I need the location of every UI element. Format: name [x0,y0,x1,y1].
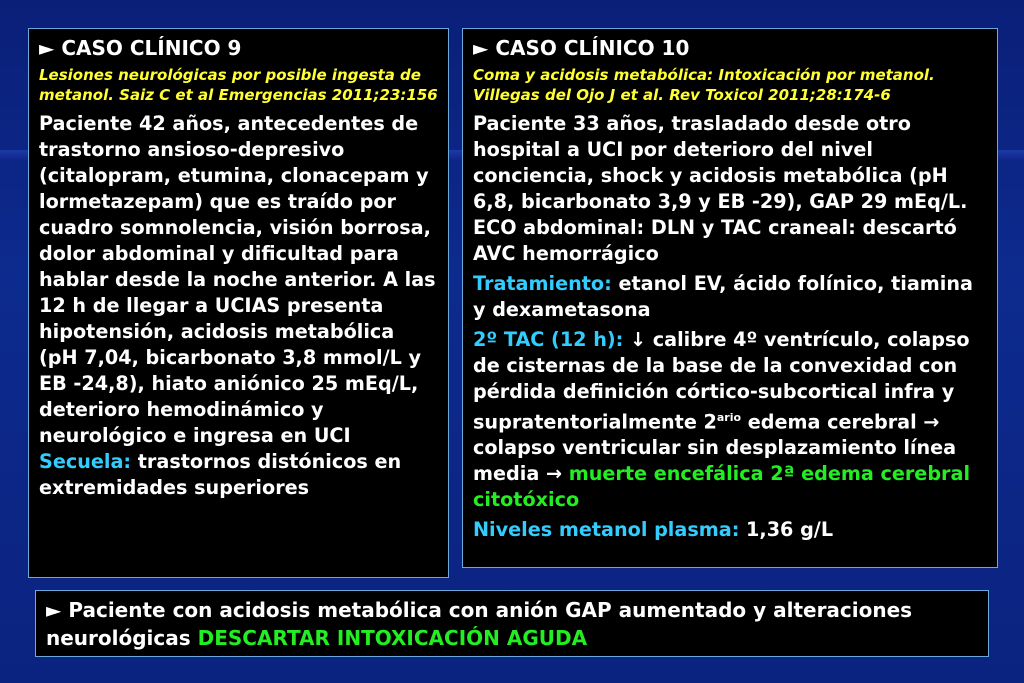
case-9-description-text: Paciente 42 años, antecedentes de trastorno ansioso-depresivo (citalopram, etumina, clonacepam y lormetazepam) que es traído por cuadro somnolencia, visión borrosa, dolor abdominal y dificultad para hablar desde la noche anterior. A las 12 h de llegar a UCIAS presenta hipotensión, acidosis metabólica (pH 7,04, bicarbonato 3,8 mmol/L y EB -24,8), hiato aniónico 25 mEq/L, deterioro hemodinámico y neurológico e ingresa en UCI [39,112,436,447]
case-9-panel [28,28,449,578]
case-9-reference: Lesiones neurológicas por posible ingesta de metanol. Saiz C et al Emergencias 2011;23:156 [39,66,438,104]
summary-statement [46,596,978,652]
case-10-levels [473,517,987,543]
down-arrow-icon: ↓ [623,328,653,351]
case-9-description [39,111,438,501]
case-9-sequela-text: trastornos distónicos en extremidades superiores [39,450,402,499]
treatment-text: etanol EV, ácido folínico, tiamina y dexametasona [473,272,973,321]
tac-text-2: edema cerebral → colapso ventricular sin desplazamiento línea media → [473,410,957,486]
tac-superscript: ario [716,411,742,424]
tac-outcome: muerte encefálica 2ª edema cerebral citotóxico [473,462,971,512]
summary-highlight: DESCARTAR INTOXICACIÓN AGUDA [197,626,588,650]
tac-text-1: calibre 4º ventrículo, colapso de cisternas de la base de la convexidad con pérdida definición córtico-subcortical infra y supratentorialmente 2 [473,328,970,434]
case-9-title: ► CASO CLÍNICO 9 [39,36,242,60]
case-9-sequela-label: Secuela: [39,450,132,473]
tac-label: 2º TAC (12 h): [473,328,624,351]
summary-text: ► Paciente con acidosis metabólica con anión GAP aumentado y alteraciones neurológicas [46,598,913,650]
case-10-description: Paciente 33 años, trasladado desde otro hospital a UCI por deterioro del nivel conciencia, shock y acidosis metabólica (pH 6,8, bicarbonato 3,9 y EB -29), GAP 29 mEq/L. ECO abdominal: DLN y TAC craneal: descartó AVC hemorrágico [473,112,968,265]
summary-panel [35,590,989,657]
case-10-tac [473,327,987,513]
case-10-reference: Coma y acidosis metabólica: Intoxicación por metanol. Villegas del Ojo J et al. Rev Toxicol 2011;28:174-6 [473,66,935,104]
levels-label: Niveles metanol plasma: [473,518,740,542]
case-10-panel [462,28,998,568]
case-10-title: ► CASO CLÍNICO 10 [473,36,690,60]
case-10-treatment [473,271,987,323]
treatment-label: Tratamiento: [473,272,612,295]
levels-value: 1,36 g/L [739,518,834,542]
